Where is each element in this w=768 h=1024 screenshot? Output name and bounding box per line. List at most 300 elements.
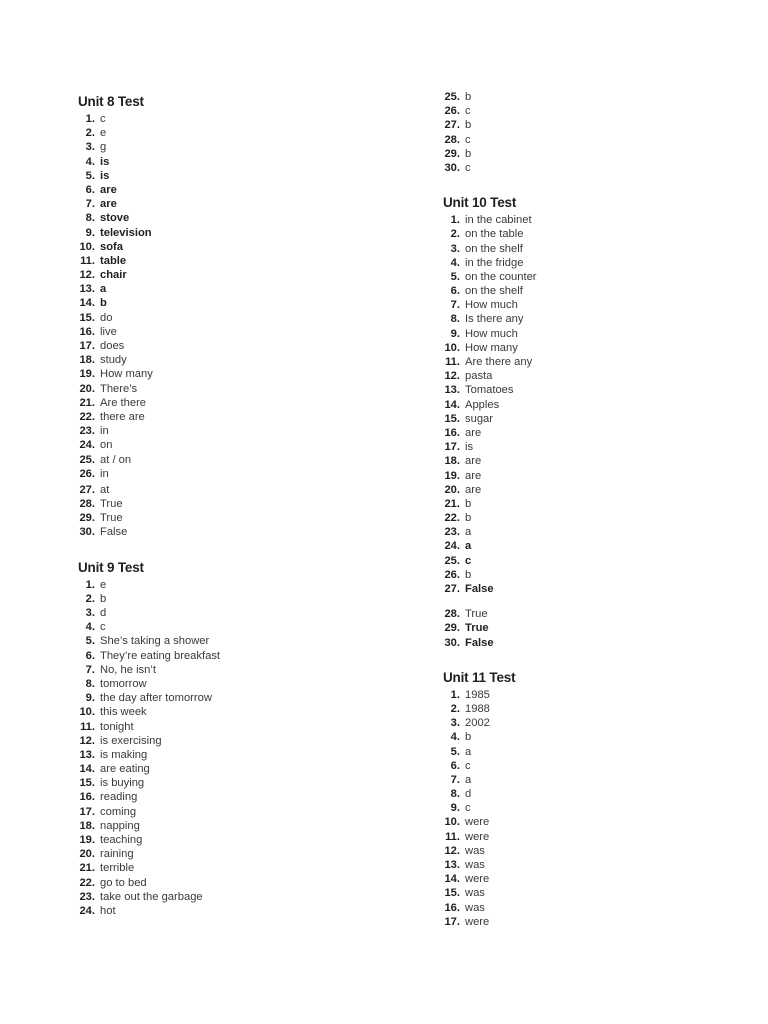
answer-number: 7. [85, 198, 95, 211]
answer-text: True [465, 622, 489, 635]
answer-number: 11. [80, 254, 95, 267]
answer-text: at / on [100, 453, 132, 466]
answer-number: 24. [444, 540, 460, 553]
answer-item [78, 226, 378, 240]
answer-text: False [100, 526, 128, 539]
answer-item [78, 776, 378, 790]
answer-text: b [465, 497, 472, 510]
answer-text: b [100, 592, 107, 605]
answer-number: 16. [444, 901, 460, 914]
answer-text: False [465, 583, 494, 595]
answer-number: 1. [85, 578, 95, 591]
answer-item [443, 872, 743, 886]
answer-text: are [465, 469, 482, 482]
answer-text: the day after tomorrow [100, 692, 212, 705]
answer-number: 13. [79, 748, 95, 761]
answer-number: 20. [79, 382, 95, 395]
answer-text: are [465, 426, 482, 439]
answer-item [443, 901, 743, 915]
answer-text: there are [100, 410, 145, 423]
answer-list [443, 213, 743, 596]
answer-text: How many [465, 341, 518, 354]
answer-text: c [465, 161, 471, 174]
answer-text: at [100, 483, 110, 496]
answer-text: teaching [100, 834, 143, 846]
unit-11-test-section [443, 668, 743, 929]
answer-number: 17. [444, 441, 460, 454]
answer-text: Apples [465, 398, 500, 411]
answer-item [443, 621, 743, 635]
answer-item [443, 787, 743, 801]
answer-text: a [465, 526, 472, 539]
answer-item [78, 112, 378, 126]
answer-item [78, 453, 378, 467]
answer-item [78, 705, 378, 719]
answer-number: 13. [444, 859, 460, 871]
answer-item [443, 844, 743, 858]
answer-item [443, 327, 743, 341]
answer-item [443, 312, 743, 326]
section-title: Unit 10 Test [443, 195, 517, 211]
answer-number: 16. [79, 791, 95, 804]
answer-text: b [465, 731, 472, 744]
answer-number: 30. [444, 636, 460, 649]
answer-number: 10. [444, 816, 460, 829]
answer-text: was [465, 859, 485, 871]
section-title: Unit 11 Test [443, 669, 516, 685]
answer-item [443, 773, 743, 787]
answer-text: True [100, 512, 123, 525]
answer-item [443, 858, 743, 872]
answer-number: 15. [79, 777, 95, 790]
answer-text: d [465, 788, 472, 801]
answer-item [443, 242, 743, 256]
answer-item [78, 734, 378, 748]
answer-number: 3. [450, 717, 460, 730]
answer-number: 13. [444, 384, 460, 397]
answer-list [78, 112, 378, 481]
answer-text: take out the garbage [100, 890, 203, 903]
answer-number: 10. [79, 240, 95, 253]
answer-number: 21. [79, 396, 95, 409]
answer-number: 5. [450, 745, 460, 758]
answer-number: 12. [444, 370, 460, 383]
answer-text: There’s [100, 382, 138, 395]
answer-number: 1. [85, 113, 95, 125]
answer-item [78, 296, 378, 310]
answer-text: was [465, 901, 485, 914]
spacer [443, 596, 743, 607]
answer-number: 4. [85, 155, 95, 168]
answer-item [78, 211, 378, 225]
answer-list [443, 607, 743, 650]
answer-text: reading [100, 791, 138, 804]
answer-item [78, 396, 378, 410]
answer-item [443, 383, 743, 397]
answer-item [78, 634, 378, 648]
answer-text: sofa [100, 240, 124, 253]
answer-number: 29. [444, 622, 460, 635]
answer-number: 19. [79, 368, 95, 381]
answer-text: stove [100, 212, 130, 225]
answer-item [78, 663, 378, 677]
answer-text: on the shelf [465, 285, 523, 298]
answer-text: were [465, 915, 490, 928]
answer-number: 7. [450, 299, 460, 312]
answer-text: television [100, 226, 152, 239]
unit-9-test-section [78, 558, 378, 919]
answer-text: were [465, 830, 490, 843]
answer-list [78, 483, 378, 540]
answer-text: How much [465, 299, 518, 312]
answer-text: b [100, 297, 107, 310]
answer-item [78, 353, 378, 367]
answer-item [443, 341, 743, 355]
answer-number: 11. [80, 720, 95, 733]
answer-item [78, 240, 378, 254]
answer-item [443, 511, 743, 525]
answer-item [78, 438, 378, 452]
answer-number: 22. [444, 512, 460, 525]
answer-text: 1988 [465, 702, 490, 715]
answer-text: are [100, 183, 117, 196]
answer-item [78, 790, 378, 804]
answer-number: 15. [444, 412, 460, 425]
answer-item [78, 382, 378, 396]
answer-number: 2. [85, 592, 95, 605]
answer-text: c [100, 113, 106, 125]
answer-number: 17. [79, 340, 95, 352]
answer-text: a [100, 283, 107, 296]
answer-item [78, 649, 378, 663]
answer-item [78, 592, 378, 606]
answer-text: on the counter [465, 270, 537, 283]
answer-text: hot [100, 904, 116, 917]
answer-text: True [465, 608, 488, 621]
answer-text: is [100, 169, 110, 182]
answer-number: 7. [85, 663, 95, 676]
answer-number: 20. [444, 483, 460, 496]
answer-text: True [100, 498, 123, 511]
section-title: Unit 9 Test [78, 559, 144, 575]
answer-number: 29. [444, 147, 460, 160]
answer-text: are [465, 455, 482, 468]
answer-number: 12. [79, 269, 95, 282]
answer-number: 17. [79, 805, 95, 818]
answer-item [443, 369, 743, 383]
answer-number: 25. [444, 554, 460, 567]
answer-item [443, 454, 743, 468]
answer-number: 11. [445, 356, 460, 368]
answer-number: 28. [444, 608, 460, 621]
answer-item [78, 847, 378, 861]
answer-number: 14. [444, 398, 460, 411]
spacer [443, 650, 743, 668]
answer-item [78, 424, 378, 438]
answer-item [78, 311, 378, 325]
answer-text: in the cabinet [465, 214, 532, 227]
answer-text: were [465, 816, 490, 829]
answer-number: 1. [450, 688, 460, 701]
answer-item [78, 578, 378, 592]
answer-item [78, 325, 378, 339]
answer-number: 6. [450, 285, 460, 298]
answer-number: 14. [444, 873, 460, 886]
answer-text: a [465, 773, 472, 786]
answer-text: were [465, 873, 490, 886]
answer-item [78, 268, 378, 282]
answer-item [78, 140, 378, 154]
answer-item [443, 759, 743, 773]
answer-item [78, 183, 378, 197]
answer-text: are [465, 483, 482, 496]
answer-item [78, 606, 378, 620]
answer-number: 12. [79, 734, 95, 747]
answer-number: 14. [79, 297, 95, 310]
answer-item [78, 126, 378, 140]
answer-item [443, 745, 743, 759]
answer-item [443, 582, 743, 596]
answer-number: 15. [79, 311, 95, 324]
answer-text: b [465, 119, 472, 132]
answer-number: 24. [79, 904, 95, 917]
answer-item [78, 833, 378, 847]
answer-item [443, 398, 743, 412]
answer-number: 25. [444, 91, 460, 103]
answer-text: False [465, 636, 494, 649]
answer-number: 24. [79, 439, 95, 452]
answer-item [443, 227, 743, 241]
answer-item [78, 890, 378, 904]
answer-item [78, 876, 378, 890]
answer-item [443, 270, 743, 284]
answer-number: 8. [450, 313, 460, 326]
answer-item [443, 801, 743, 815]
answer-item [78, 483, 378, 497]
answer-item [443, 688, 743, 702]
right-column [443, 90, 743, 929]
answer-text: tomorrow [100, 677, 147, 690]
answer-number: 4. [85, 621, 95, 634]
answer-text: are [100, 198, 117, 211]
answer-text: was [465, 887, 485, 900]
answer-text: Are there any [465, 356, 533, 368]
answer-number: 3. [85, 141, 95, 154]
answer-item [78, 497, 378, 511]
unit-10-test-section [443, 193, 743, 650]
answer-item [443, 412, 743, 426]
answer-number: 18. [79, 819, 95, 832]
section-title: Unit 8 Test [78, 94, 144, 109]
answer-number: 15. [444, 887, 460, 900]
answer-number: 28. [444, 133, 460, 146]
answer-number: 28. [79, 498, 95, 511]
answer-number: 6. [85, 183, 95, 196]
answer-item [443, 256, 743, 270]
answer-number: 3. [450, 242, 460, 255]
answer-number: 9. [85, 692, 95, 705]
answer-number: 5. [450, 270, 460, 283]
answer-text: was [465, 844, 485, 857]
answer-item [443, 497, 743, 511]
answer-number: 23. [79, 425, 95, 438]
answer-number: 2. [450, 228, 460, 241]
answer-number: 27. [444, 583, 460, 595]
answer-number: 1. [450, 214, 460, 227]
answer-number: 17. [444, 915, 460, 928]
answer-number: 6. [85, 649, 95, 662]
answer-text: in [100, 425, 109, 438]
answer-text: 1985 [465, 688, 490, 701]
answer-item [78, 339, 378, 353]
answer-item [443, 90, 743, 104]
answer-item [443, 104, 743, 118]
answer-number: 8. [85, 212, 95, 225]
answer-text: is exercising [100, 734, 162, 747]
answer-item [443, 636, 743, 650]
answer-number: 8. [85, 677, 95, 690]
answer-item [443, 147, 743, 161]
answer-text: How many [100, 368, 153, 381]
answer-item [78, 620, 378, 634]
answer-number: 18. [79, 354, 95, 367]
answer-number: 16. [444, 426, 460, 439]
answer-item [78, 720, 378, 734]
answer-text: c [465, 759, 471, 772]
answer-text: They’re eating breakfast [100, 649, 221, 662]
answer-item [443, 284, 743, 298]
answer-text: g [100, 141, 107, 154]
answer-text: c [465, 802, 471, 815]
answer-item [443, 483, 743, 497]
answer-number: 10. [79, 706, 95, 719]
answer-text: do [100, 311, 113, 324]
answer-list [443, 688, 743, 929]
answer-text: does [100, 340, 125, 352]
answer-item [78, 861, 378, 875]
answer-number: 9. [450, 802, 460, 815]
left-column [78, 92, 378, 918]
answer-item [443, 702, 743, 716]
answer-text: b [465, 512, 472, 525]
answer-number: 26. [79, 467, 95, 480]
answer-text: coming [100, 805, 137, 818]
spacer [443, 175, 743, 193]
answer-item [78, 282, 378, 296]
answer-text: are eating [100, 763, 150, 776]
answer-text: b [465, 91, 472, 103]
answer-text: c [465, 105, 471, 118]
answer-item [443, 716, 743, 730]
answer-number: 29. [79, 512, 95, 525]
answer-item [78, 169, 378, 183]
answer-text: a [465, 745, 472, 758]
answer-text: study [100, 354, 127, 367]
answer-item [443, 133, 743, 147]
answer-text: is making [100, 748, 148, 761]
answer-item [443, 161, 743, 175]
spacer [78, 540, 378, 558]
answer-item [78, 904, 378, 918]
answer-number: 22. [79, 876, 95, 889]
answer-text: She’s taking a shower [100, 635, 210, 648]
answer-item [443, 525, 743, 539]
answer-list [443, 90, 743, 175]
answer-text: is [465, 441, 474, 454]
answer-item [443, 554, 743, 568]
answer-item [78, 511, 378, 525]
answer-item [78, 467, 378, 481]
answer-number: 5. [85, 635, 95, 648]
answer-number: 13. [79, 283, 95, 296]
answer-item [443, 469, 743, 483]
answer-text: live [100, 325, 117, 338]
answer-number: 2. [450, 702, 460, 715]
answer-item [443, 213, 743, 227]
answer-text: on the shelf [465, 242, 523, 255]
answer-item [78, 155, 378, 169]
answer-number: 4. [450, 256, 460, 269]
answer-number: 5. [85, 169, 95, 182]
answer-number: 14. [79, 763, 95, 776]
answer-text: chair [100, 269, 127, 282]
answer-number: 21. [444, 497, 460, 510]
answer-text: c [100, 621, 106, 634]
answer-number: 26. [444, 568, 460, 581]
answer-text: b [465, 147, 472, 160]
answer-number: 21. [79, 862, 95, 875]
answer-item [78, 677, 378, 691]
answer-number: 19. [79, 834, 95, 846]
answer-text: terrible [100, 862, 135, 875]
answer-number: 12. [444, 844, 460, 857]
answer-item [443, 440, 743, 454]
answer-item [78, 367, 378, 381]
answer-item [78, 197, 378, 211]
answer-item [443, 915, 743, 929]
answer-number: 9. [450, 327, 460, 340]
answer-item [443, 118, 743, 132]
answer-item [443, 426, 743, 440]
answer-number: 19. [444, 469, 460, 482]
answer-text: this week [100, 706, 147, 719]
answer-text: on the table [465, 228, 524, 241]
answer-text: Tomatoes [465, 384, 514, 397]
answer-text: in [100, 467, 109, 480]
answer-item [443, 607, 743, 621]
answer-number: 4. [450, 731, 460, 744]
answer-number: 18. [444, 455, 460, 468]
answer-number: 25. [79, 453, 95, 466]
answer-item [443, 539, 743, 553]
answer-text: e [100, 127, 107, 140]
answer-item [78, 410, 378, 424]
answer-item [78, 254, 378, 268]
answer-item [78, 525, 378, 539]
answer-number: 10. [444, 341, 460, 354]
answer-item [443, 730, 743, 744]
answer-text: napping [100, 819, 140, 832]
answer-text: sugar [465, 412, 493, 425]
answer-item [443, 355, 743, 369]
answer-text: Are there [100, 396, 147, 409]
answer-text: on [100, 439, 113, 452]
answer-number: 7. [450, 773, 460, 786]
answer-text: tonight [100, 720, 134, 733]
answer-text: 2002 [465, 717, 490, 730]
answer-text: table [100, 254, 127, 267]
answer-number: 16. [79, 325, 95, 338]
